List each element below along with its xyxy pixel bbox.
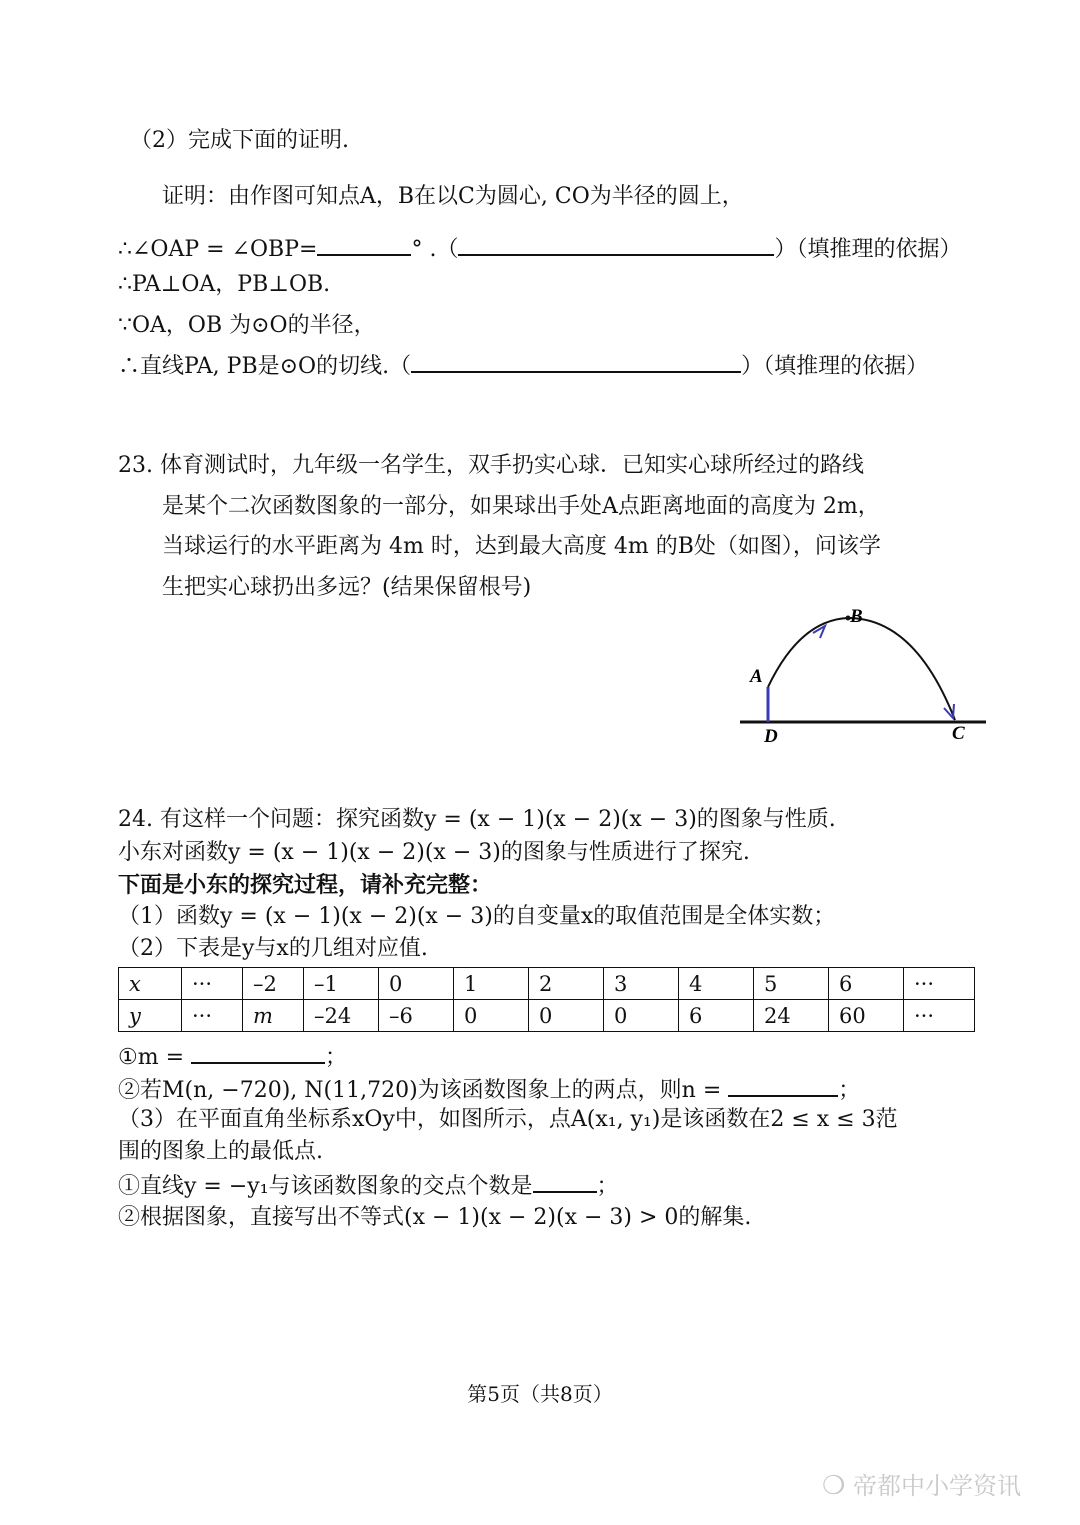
proof-line-3: ∵OA，OB 为⊙O的半径， xyxy=(118,313,376,338)
part2-heading: （2）完成下面的证明. xyxy=(130,128,349,153)
proof-line-1-mid: ° .（ xyxy=(411,237,459,262)
q24-line-4: （1）函数y = (x − 1)(x − 2)(x − 3)的自变量x的取值范围是全体实数； xyxy=(118,904,836,929)
trajectory-curve xyxy=(768,618,955,720)
table-cell: 4 xyxy=(679,968,754,1000)
sub-question-1 xyxy=(118,1040,347,1073)
table-cell: 6 xyxy=(829,968,904,1000)
table-cell: 60 xyxy=(829,1000,904,1032)
table-cell: ··· xyxy=(904,1000,975,1032)
table-row-x xyxy=(119,968,975,1000)
part3-line-2: 围的图象上的最低点. xyxy=(118,1139,323,1164)
label-d: D xyxy=(764,726,778,747)
sub-question-1-pre: ①m = xyxy=(118,1045,192,1070)
table-cell: 3 xyxy=(604,968,679,1000)
table-cell: m xyxy=(243,1000,304,1032)
table-cell: –1 xyxy=(304,968,379,1000)
reason-blank-2[interactable] xyxy=(411,349,741,373)
q24-line-5: （2）下表是y与x的几组对应值. xyxy=(118,936,428,961)
sub-question-2 xyxy=(118,1073,860,1106)
table-cell: –24 xyxy=(304,1000,379,1032)
table-cell: 0 xyxy=(529,1000,604,1032)
table-cell: 0 xyxy=(454,1000,529,1032)
label-b: B xyxy=(850,606,863,627)
sub-question-3-pre: ①直线y = −y₁与该函数图象的交点个数是 xyxy=(118,1174,533,1199)
q23-line-2: 是某个二次函数图象的一部分，如果球出手处A点距离地面的高度为 2m， xyxy=(162,494,880,519)
q24-line-1: 24. 有这样一个问题：探究函数y = (x − 1)(x − 2)(x − 3)的图象与性质. xyxy=(118,807,836,832)
table-cell: x xyxy=(119,968,182,1000)
proof-line-4-pre: ∴直线PA, PB是⊙O的切线.（ xyxy=(118,354,412,379)
wechat-icon: ❍ xyxy=(822,1471,846,1501)
table-cell: –2 xyxy=(243,968,304,1000)
table-cell: y xyxy=(119,1000,182,1032)
proof-line-2: ∴PA⊥OA，PB⊥OB. xyxy=(118,272,331,297)
table-cell: 1 xyxy=(454,968,529,1000)
table-row-y xyxy=(119,1000,975,1032)
angle-blank[interactable] xyxy=(317,232,411,256)
q23-line-3: 当球运行的水平距离为 4m 时，达到最大高度 4m 的B处（如图），问该学 xyxy=(162,534,881,559)
table-cell: ··· xyxy=(182,968,243,1000)
part3-line-1: （3）在平面直角坐标系xOy中，如图所示，点A(x₁, y₁)是该函数在2 ≤ x ≤ 3范 xyxy=(118,1107,898,1132)
table-cell: 5 xyxy=(754,968,829,1000)
watermark-text: 帝都中小学资讯 xyxy=(852,1472,1021,1500)
q23-line-4: 生把实心球扔出多远？(结果保留根号) xyxy=(162,575,532,600)
proof-intro: 证明：由作图可知点A，B在以C为圆心, CO为半径的圆上， xyxy=(162,184,744,209)
m-answer-blank[interactable] xyxy=(191,1040,325,1064)
throw-trajectory-figure xyxy=(730,600,1000,750)
proof-line-1-post: ）（填推理的依据） xyxy=(774,237,962,262)
q24-line-2: 小东对函数y = (x − 1)(x − 2)(x − 3)的图象与性质进行了探究. xyxy=(118,840,750,865)
sub-question-2-post: ； xyxy=(838,1078,861,1103)
page-footer: 第5页（共8页） xyxy=(467,1382,613,1406)
sub-question-4: ②根据图象，直接写出不等式(x − 1)(x − 2)(x − 3) > 0的解集. xyxy=(118,1205,752,1230)
table-cell: ··· xyxy=(182,1000,243,1032)
sub-question-3 xyxy=(118,1169,619,1202)
proof-line-4-post: ）（填推理的依据） xyxy=(741,354,929,379)
table-cell: –6 xyxy=(379,1000,454,1032)
label-a: A xyxy=(750,666,763,687)
proof-line-4 xyxy=(118,349,928,382)
table-cell: 0 xyxy=(379,968,454,1000)
values-table xyxy=(118,967,975,1032)
proof-line-1 xyxy=(118,232,961,265)
label-c: C xyxy=(952,723,965,744)
proof-line-1-pre: ∴∠OAP = ∠OBP= xyxy=(118,237,318,262)
table-cell: 24 xyxy=(754,1000,829,1032)
sub-question-1-post: ； xyxy=(325,1045,348,1070)
n-answer-blank[interactable] xyxy=(728,1073,838,1097)
sub-question-3-post: ； xyxy=(596,1174,619,1199)
table-cell: 0 xyxy=(604,1000,679,1032)
reason-blank-1[interactable] xyxy=(458,232,774,256)
q23-line-1: 23. 体育测试时，九年级一名学生，双手扔实心球．已知实心球所经过的路线 xyxy=(118,453,864,478)
intersection-count-blank[interactable] xyxy=(533,1169,597,1193)
q24-line-3: 下面是小东的探究过程，请补充完整： xyxy=(118,872,493,898)
sub-question-2-pre: ②若M(n, −720), N(11,720)为该函数图象上的两点，则n = xyxy=(118,1078,729,1103)
watermark xyxy=(822,1466,1021,1501)
table-cell: 2 xyxy=(529,968,604,1000)
table-cell: 6 xyxy=(679,1000,754,1032)
table-cell: ··· xyxy=(904,968,975,1000)
